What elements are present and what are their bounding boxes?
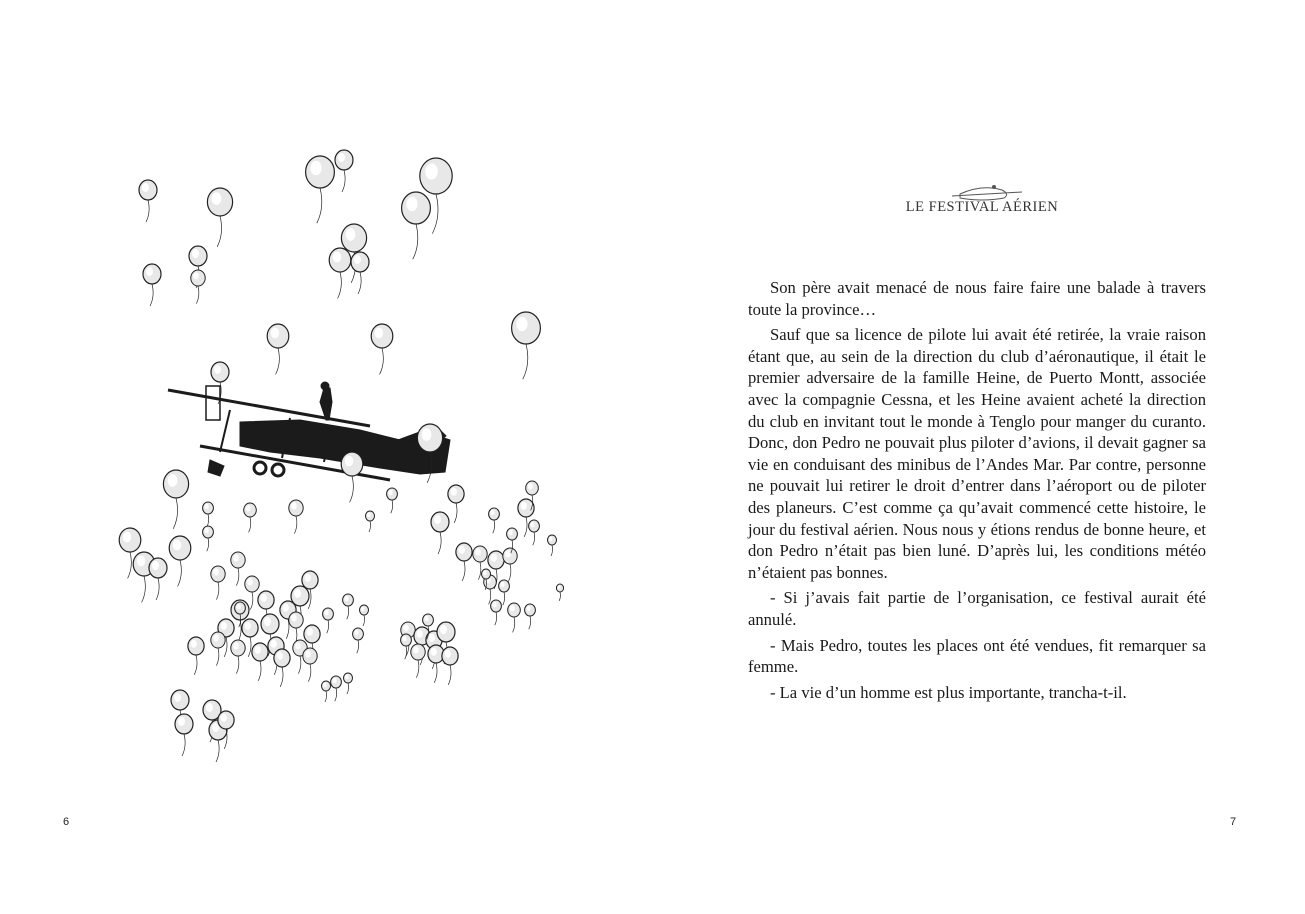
balloon-highlight-icon	[193, 272, 199, 279]
page-number-right: 7	[1230, 816, 1237, 828]
balloon-highlight-icon	[338, 153, 345, 162]
balloon-highlight-icon	[521, 502, 527, 510]
balloon-highlight-icon	[346, 228, 356, 241]
balloon-string-icon	[207, 514, 209, 527]
balloon-highlight-icon	[277, 652, 283, 660]
page-number-left: 6	[63, 816, 70, 828]
balloon-string-icon	[249, 517, 251, 532]
balloon-string-icon	[173, 498, 177, 529]
balloon-highlight-icon	[549, 537, 553, 542]
balloon-highlight-icon	[510, 605, 515, 611]
balloon-string-icon	[317, 188, 322, 223]
balloon-highlight-icon	[406, 197, 417, 211]
balloon-highlight-icon	[142, 183, 149, 192]
balloon-string-icon	[523, 344, 528, 379]
balloon-string-icon	[128, 552, 132, 578]
balloon-highlight-icon	[221, 714, 227, 722]
right-page	[652, 0, 1305, 914]
chapter-title-text: LE FESTIVAL AÉRIEN	[905, 199, 1059, 215]
balloon-string-icon	[142, 576, 146, 602]
balloon-string-icon	[454, 503, 457, 523]
balloon-string-icon	[432, 194, 438, 234]
balloon-highlight-icon	[528, 483, 533, 489]
balloon-highlight-icon	[475, 548, 481, 555]
balloon-highlight-icon	[212, 192, 222, 205]
balloon-string-icon	[533, 532, 535, 545]
balloon-string-icon	[369, 521, 371, 532]
balloon-highlight-icon	[146, 267, 153, 276]
balloon-string-icon	[434, 663, 437, 683]
balloon-string-icon	[308, 664, 311, 682]
balloon-string-icon	[216, 582, 219, 600]
balloon-highlight-icon	[152, 561, 159, 570]
paragraph: Sauf que sa licence de pilote lui avait été retirée, la vraie raison étant que, au sein de la direction du club d’aéronautique, il était le premier adversaire de la famille Heine, de Puerto Montt, associée avec la compagnie Cessna, et les Heine avaient acheté la direction du club en invitant tout le monde à Tenglo pour manger du curanto. Donc, don Pedro ne pouvait plus piloter d’avions, il devait gagner sa vie en conduisant des minibus de l’Andes Mar. Par contre, personne ne pouvait lui retirer le droit d’entrer dans l’aéroport ou de piloter des planeurs. C’est comme ça qu’avait commencé cette histoire, le jour du festival aérien. Nous nous y étions rendus de bonne heure, et don Pedro n’était pas bien luné. D’après lui, les conditions météo n’étaient pas bonnes.	[748, 325, 1206, 582]
balloon-highlight-icon	[168, 474, 178, 487]
balloon-highlight-icon	[271, 640, 277, 648]
balloon-string-icon	[405, 646, 407, 659]
balloon-string-icon	[182, 734, 185, 756]
balloon-highlight-icon	[245, 622, 251, 630]
balloon-highlight-icon	[236, 604, 240, 609]
balloon-string-icon	[559, 592, 560, 601]
left-page	[0, 0, 652, 914]
balloon-highlight-icon	[246, 505, 251, 511]
balloon-highlight-icon	[291, 614, 297, 621]
balloon-string-icon	[216, 740, 219, 762]
balloon-string-icon	[207, 538, 209, 551]
balloon-highlight-icon	[123, 532, 131, 543]
balloon-highlight-icon	[451, 488, 457, 496]
balloon-highlight-icon	[490, 510, 494, 515]
balloon-highlight-icon	[332, 678, 336, 683]
balloon-string-icon	[196, 286, 199, 304]
balloon-highlight-icon	[295, 642, 301, 649]
balloon-string-icon	[493, 520, 495, 533]
balloon-highlight-icon	[361, 607, 365, 612]
balloon-highlight-icon	[434, 515, 441, 524]
balloon-string-icon	[524, 517, 527, 537]
balloon-highlight-icon	[425, 163, 438, 179]
balloon-string-icon	[413, 224, 418, 259]
balloon-string-icon	[529, 616, 531, 629]
balloon-highlight-icon	[214, 365, 221, 374]
balloon-string-icon	[462, 561, 465, 581]
balloon-string-icon	[338, 272, 342, 298]
balloon-highlight-icon	[333, 252, 341, 263]
balloon-highlight-icon	[212, 723, 219, 732]
balloon-highlight-icon	[354, 255, 361, 264]
balloon-string-icon	[363, 615, 365, 626]
balloon-highlight-icon	[445, 650, 451, 658]
balloon-highlight-icon	[206, 703, 213, 712]
balloon-string-icon	[347, 683, 349, 694]
balloon-string-icon	[294, 516, 297, 534]
balloon-highlight-icon	[310, 161, 321, 175]
balloon-string-icon	[513, 617, 515, 632]
balloon-highlight-icon	[261, 594, 267, 602]
balloon-highlight-icon	[213, 634, 219, 641]
chapter-title	[852, 182, 1112, 222]
balloon-string-icon	[194, 655, 197, 675]
balloon-string-icon	[236, 656, 239, 674]
balloon-string-icon	[258, 661, 261, 681]
balloon-highlight-icon	[367, 513, 371, 518]
balloon-string-icon	[357, 640, 359, 653]
biplane-icon	[168, 382, 450, 480]
balloon-string-icon	[217, 216, 221, 247]
balloon-string-icon	[146, 200, 149, 222]
balloon-highlight-icon	[516, 317, 527, 331]
balloon-highlight-icon	[271, 328, 279, 339]
balloon-highlight-icon	[345, 675, 349, 680]
balloon-highlight-icon	[424, 616, 428, 621]
balloon-string-icon	[380, 348, 384, 374]
balloon-highlight-icon	[174, 693, 181, 702]
balloon-string-icon	[347, 606, 349, 619]
balloon-string-icon	[335, 688, 337, 701]
balloon-highlight-icon	[345, 456, 353, 467]
balloon-string-icon	[216, 648, 219, 666]
balloon-highlight-icon	[388, 490, 392, 495]
balloon-highlight-icon	[429, 634, 435, 642]
balloon-highlight-icon	[137, 556, 145, 567]
balloon-string-icon	[508, 564, 511, 582]
balloon-highlight-icon	[492, 602, 496, 607]
balloon-string-icon	[276, 348, 280, 374]
paragraph: - La vie d’un homme est plus importante, trancha-t-il.	[770, 682, 1127, 702]
balloon-string-icon	[489, 589, 491, 604]
balloon-highlight-icon	[264, 617, 271, 626]
balloon-string-icon	[350, 476, 354, 502]
balloon-string-icon	[495, 612, 497, 625]
balloon-highlight-icon	[422, 428, 432, 441]
balloon-highlight-icon	[305, 574, 311, 582]
balloon-highlight-icon	[483, 571, 487, 576]
balloon-highlight-icon	[491, 554, 497, 562]
balloon-highlight-icon	[431, 648, 437, 656]
balloon-highlight-icon	[233, 554, 239, 561]
paragraph: Son père avait menacé de nous faire faire une balade à travers toute la province…	[748, 278, 1206, 319]
balloon-string-icon	[503, 592, 505, 605]
balloon-string-icon	[178, 560, 182, 586]
paragraph: - Mais Pedro, toutes les places ont été vendues, fit remarquer sa femme.	[748, 635, 1206, 677]
balloon-highlight-icon	[192, 249, 199, 258]
balloon-string-icon	[250, 592, 253, 610]
balloon-highlight-icon	[291, 502, 297, 509]
balloon-highlight-icon	[221, 622, 227, 630]
balloon-highlight-icon	[213, 568, 219, 575]
balloon-highlight-icon	[233, 642, 239, 649]
balloon-string-icon	[280, 667, 283, 687]
balloon-string-icon	[156, 578, 159, 600]
balloon-highlight-icon	[247, 578, 253, 585]
balloon-string-icon	[342, 170, 345, 192]
balloon-string-icon	[448, 665, 451, 685]
balloon-highlight-icon	[294, 589, 301, 598]
balloon-highlight-icon	[173, 540, 181, 551]
balloon-string-icon	[358, 272, 361, 294]
balloon-string-icon	[150, 284, 153, 306]
balloon-string-icon	[416, 660, 419, 678]
balloon-highlight-icon	[526, 606, 530, 611]
balloon-highlight-icon	[459, 546, 465, 554]
balloon-string-icon	[391, 500, 393, 513]
balloon-highlight-icon	[530, 522, 534, 527]
balloon-highlight-icon	[305, 650, 311, 657]
balloon-highlight-icon	[403, 624, 409, 631]
airplane-balloons-illustration-icon	[100, 140, 580, 770]
balloon-highlight-icon	[500, 582, 504, 587]
balloon-string-icon	[438, 532, 441, 554]
balloon-highlight-icon	[505, 550, 511, 557]
balloon-highlight-icon	[402, 636, 406, 641]
balloon-highlight-icon	[283, 604, 289, 612]
balloon-highlight-icon	[307, 628, 313, 636]
balloon-string-icon	[478, 562, 481, 580]
balloon-highlight-icon	[440, 625, 447, 634]
balloon-highlight-icon	[178, 717, 185, 726]
balloon-highlight-icon	[354, 630, 358, 635]
balloon-highlight-icon	[323, 683, 327, 688]
paragraph: - Si j’avais fait partie de l’organisation, ce festival aurait été annulé.	[748, 588, 1206, 629]
balloon-highlight-icon	[413, 646, 419, 653]
balloon-highlight-icon	[255, 646, 261, 654]
balloon-string-icon	[325, 691, 327, 702]
balloon-string-icon	[236, 568, 239, 586]
balloon-highlight-icon	[204, 504, 208, 509]
balloon-string-icon	[248, 637, 251, 657]
balloon-string-icon	[327, 620, 329, 633]
balloon-string-icon	[551, 545, 553, 556]
balloon-highlight-icon	[324, 610, 328, 615]
balloon-highlight-icon	[508, 530, 512, 535]
balloon-highlight-icon	[558, 585, 561, 589]
balloon-highlight-icon	[375, 328, 383, 339]
body-text	[748, 277, 1206, 707]
balloon-highlight-icon	[204, 528, 208, 533]
balloon-highlight-icon	[417, 630, 423, 638]
balloon-string-icon	[238, 620, 241, 642]
balloon-string-icon	[298, 656, 301, 674]
balloon-highlight-icon	[191, 640, 197, 648]
balloon-highlight-icon	[344, 596, 348, 601]
